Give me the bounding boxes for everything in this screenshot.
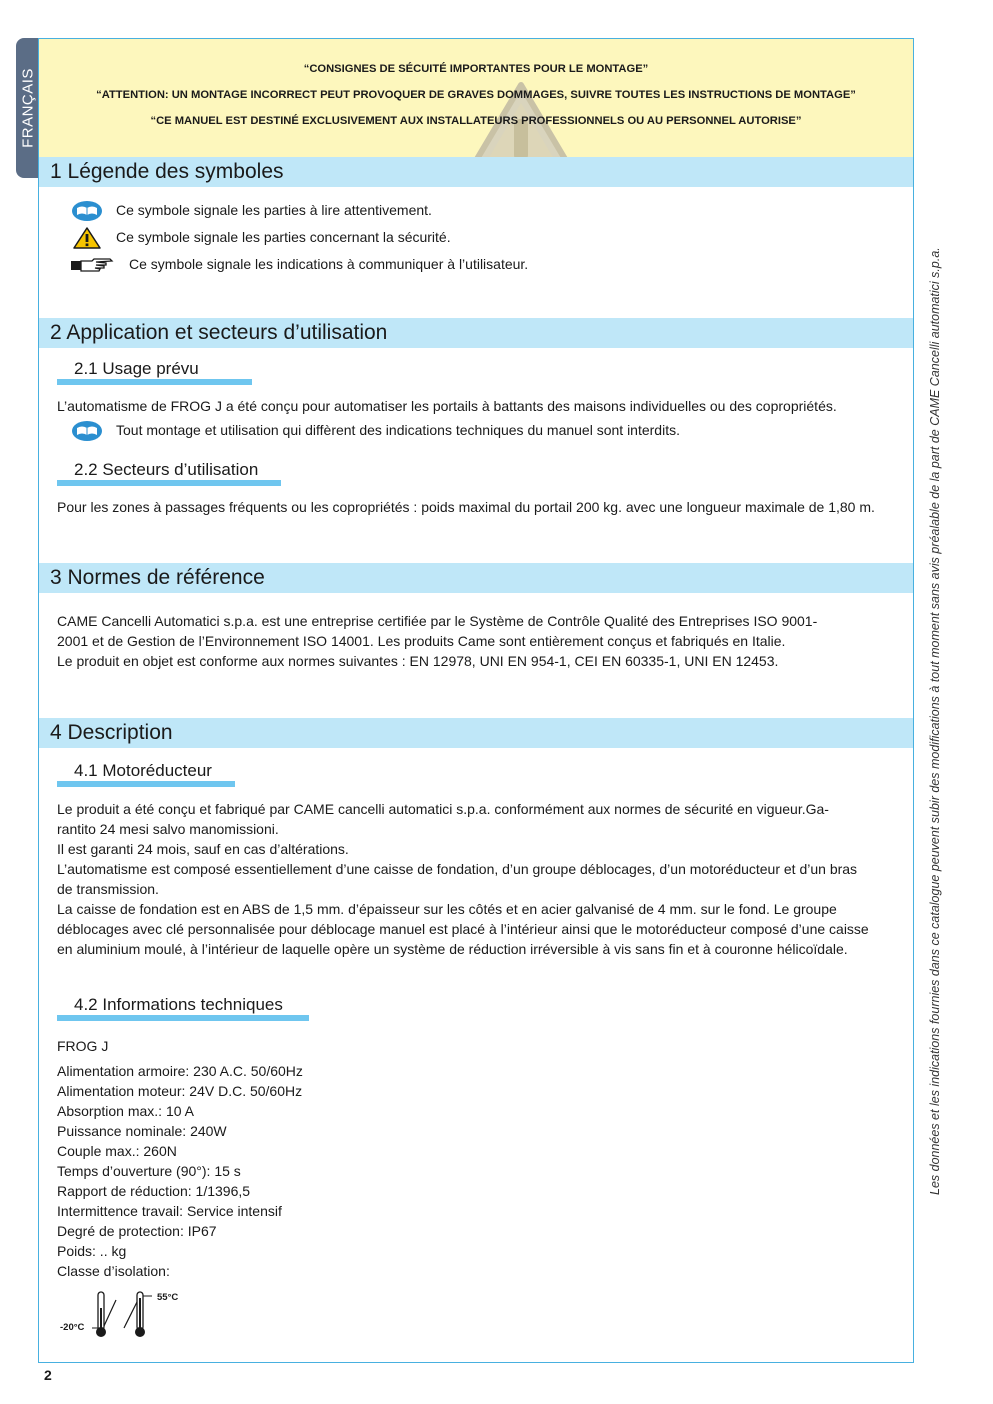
usage-note-text: Tout montage et utilisation qui diffèrent des indications techniques du manuel sont interdits.: [116, 422, 680, 438]
page-number: 2: [44, 1367, 52, 1383]
spec-list: [57, 1061, 902, 1281]
section-3-title: 3 Normes de référence: [50, 566, 265, 589]
spec-item: Classe d’isolation:: [57, 1263, 170, 1279]
section-2-title: 2 Application et secteurs d’utilisation: [50, 321, 388, 344]
description-line: L’automatisme est composé essentiellement d’une caisse de fondation, d’un groupe déblocages, d’un motoréducteur et d’un bras: [57, 861, 858, 877]
subsection-2-1-underline: [57, 379, 252, 385]
spec-item: Intermittence travail: Service intensif: [57, 1203, 282, 1219]
norms-text: [57, 611, 902, 671]
description-line: déblocages avec clé personnalisée pour déblocage manuel est placé à l’intérieur ainsi que le motoréducteur composé d’une caisse: [57, 921, 869, 937]
description-line: Le produit a été conçu et fabriqué par CAME cancelli automatici s.p.a. conformément aux normes de sécurité en vigueur.Ga-: [57, 801, 829, 817]
subsection-2-1-title: 2.1 Usage prévu: [74, 359, 199, 378]
spec-item: Puissance nominale: 240W: [57, 1123, 227, 1139]
norms-line: 2001 et de Gestion de l’Environnement ISO 14001. Les produits Came sont entièrement conçus et fabriqués en Italie.: [57, 633, 786, 649]
description-line: Il est garanti 24 mois, sauf en cas d’altérations.: [57, 841, 349, 857]
symbol-read-text: Ce symbole signale les parties à lire attentivement.: [116, 202, 432, 218]
subsection-4-1-title: 4.1 Motoréducteur: [74, 761, 212, 780]
subsection-4-2-underline: [57, 1015, 309, 1021]
section-1-header: [39, 157, 913, 187]
section-1-title: 1 Légende des symboles: [50, 160, 284, 183]
section-4-header: [39, 718, 913, 748]
subsection-4-2-title: 4.2 Informations techniques: [74, 995, 283, 1014]
section-2-header: [39, 318, 913, 348]
symbol-user-text: Ce symbole signale les indications à communiquer à l’utilisateur.: [129, 256, 529, 272]
spec-item: Alimentation armoire: 230 A.C. 50/60Hz: [57, 1063, 303, 1079]
spec-item: Alimentation moteur: 24V D.C. 50/60Hz: [57, 1083, 303, 1099]
spec-item: Poids: .. kg: [57, 1243, 127, 1259]
sectors-text: Pour les zones à passages fréquents ou les copropriétés : poids maximal du portail 200 kg. avec une longueur maximale de 1,80 m.: [57, 499, 875, 515]
spec-item: Couple max.: 260N: [57, 1143, 177, 1159]
warning-line-2: “ATTENTION: UN MONTAGE INCORRECT PEUT PROVOQUER DE GRAVES DOMMAGES, SUIVRE TOUTES LES INSTRUCTIONS DE MONTAGE”: [96, 89, 856, 101]
warning-line-1: “CONSIGNES DE SÉCUITÉ IMPORTANTES POUR LE MONTAGE”: [303, 63, 649, 75]
description-line: en aluminium moulé, à l’intérieur de laquelle opère un système de réduction irréversible à vis sans fin et à couronne hélicoïdale.: [57, 941, 848, 957]
subsection-4-1-underline: [57, 781, 235, 787]
section-3-header: [39, 563, 913, 593]
description-text: [57, 799, 902, 959]
norms-line: CAME Cancelli Automatici s.p.a. est une entreprise certifiée par le Système de Contrôle Qualité des Entreprises ISO 9001-: [57, 613, 818, 629]
warning-line-3: “CE MANUEL EST DESTINÉ EXCLUSIVEMENT AUX INSTALLATEURS PROFESSIONNELS OU AU PERSONNEL AUTORISE”: [150, 115, 802, 127]
disclaimer-side-note: Les données et les indications fournies dans ce catalogue peuvent subir des modifications à tout moment sans avis préalable de la part de CAME Cancelli automatici s.p.a.: [928, 247, 942, 1195]
subsection-2-2-underline: [57, 480, 281, 486]
spec-item: Degré de protection: IP67: [57, 1223, 217, 1239]
description-line: de transmission.: [57, 881, 159, 897]
norms-line: Le produit en objet est conforme aux normes suivantes : EN 12978, UNI EN 954-1, CEI EN 60335-1, UNI EN 12453.: [57, 653, 779, 669]
spec-item: Absorption max.: 10 A: [57, 1103, 194, 1119]
safety-warning-box: [39, 39, 913, 157]
temperature-min-label: -20°C: [60, 1322, 85, 1333]
book-icon: [70, 200, 104, 222]
language-tab: [16, 38, 40, 178]
language-tab-label: FRANÇAIS: [19, 68, 37, 148]
spec-item: Rapport de réduction: 1/1396,5: [57, 1183, 251, 1199]
model-name: FROG J: [57, 1038, 109, 1054]
section-4-title: 4 Description: [50, 721, 173, 744]
usage-text: L’automatisme de FROG J a été conçu pour automatiser les portails à battants des maisons individuelles ou des copropriétés.: [57, 398, 837, 414]
pointing-hand-icon: [70, 254, 114, 276]
spec-item: Temps d’ouverture (90°): 15 s: [57, 1163, 241, 1179]
temperature-max-label: 55°C: [157, 1292, 179, 1303]
description-line: La caisse de fondation est en ABS de 1,5 mm. d’épaisseur sur les côtés et en acier galvanisé de 4 mm. sur le fond. Le groupe: [57, 901, 837, 917]
warning-triangle-icon: [70, 227, 104, 249]
book-icon: [70, 420, 104, 442]
description-line: rantito 24 mesi salvo manomissioni.: [57, 821, 279, 837]
temperature-range: [58, 1288, 198, 1340]
subsection-2-2-title: 2.2 Secteurs d’utilisation: [74, 460, 259, 479]
symbol-safety-text: Ce symbole signale les parties concernant la sécurité.: [116, 229, 451, 245]
